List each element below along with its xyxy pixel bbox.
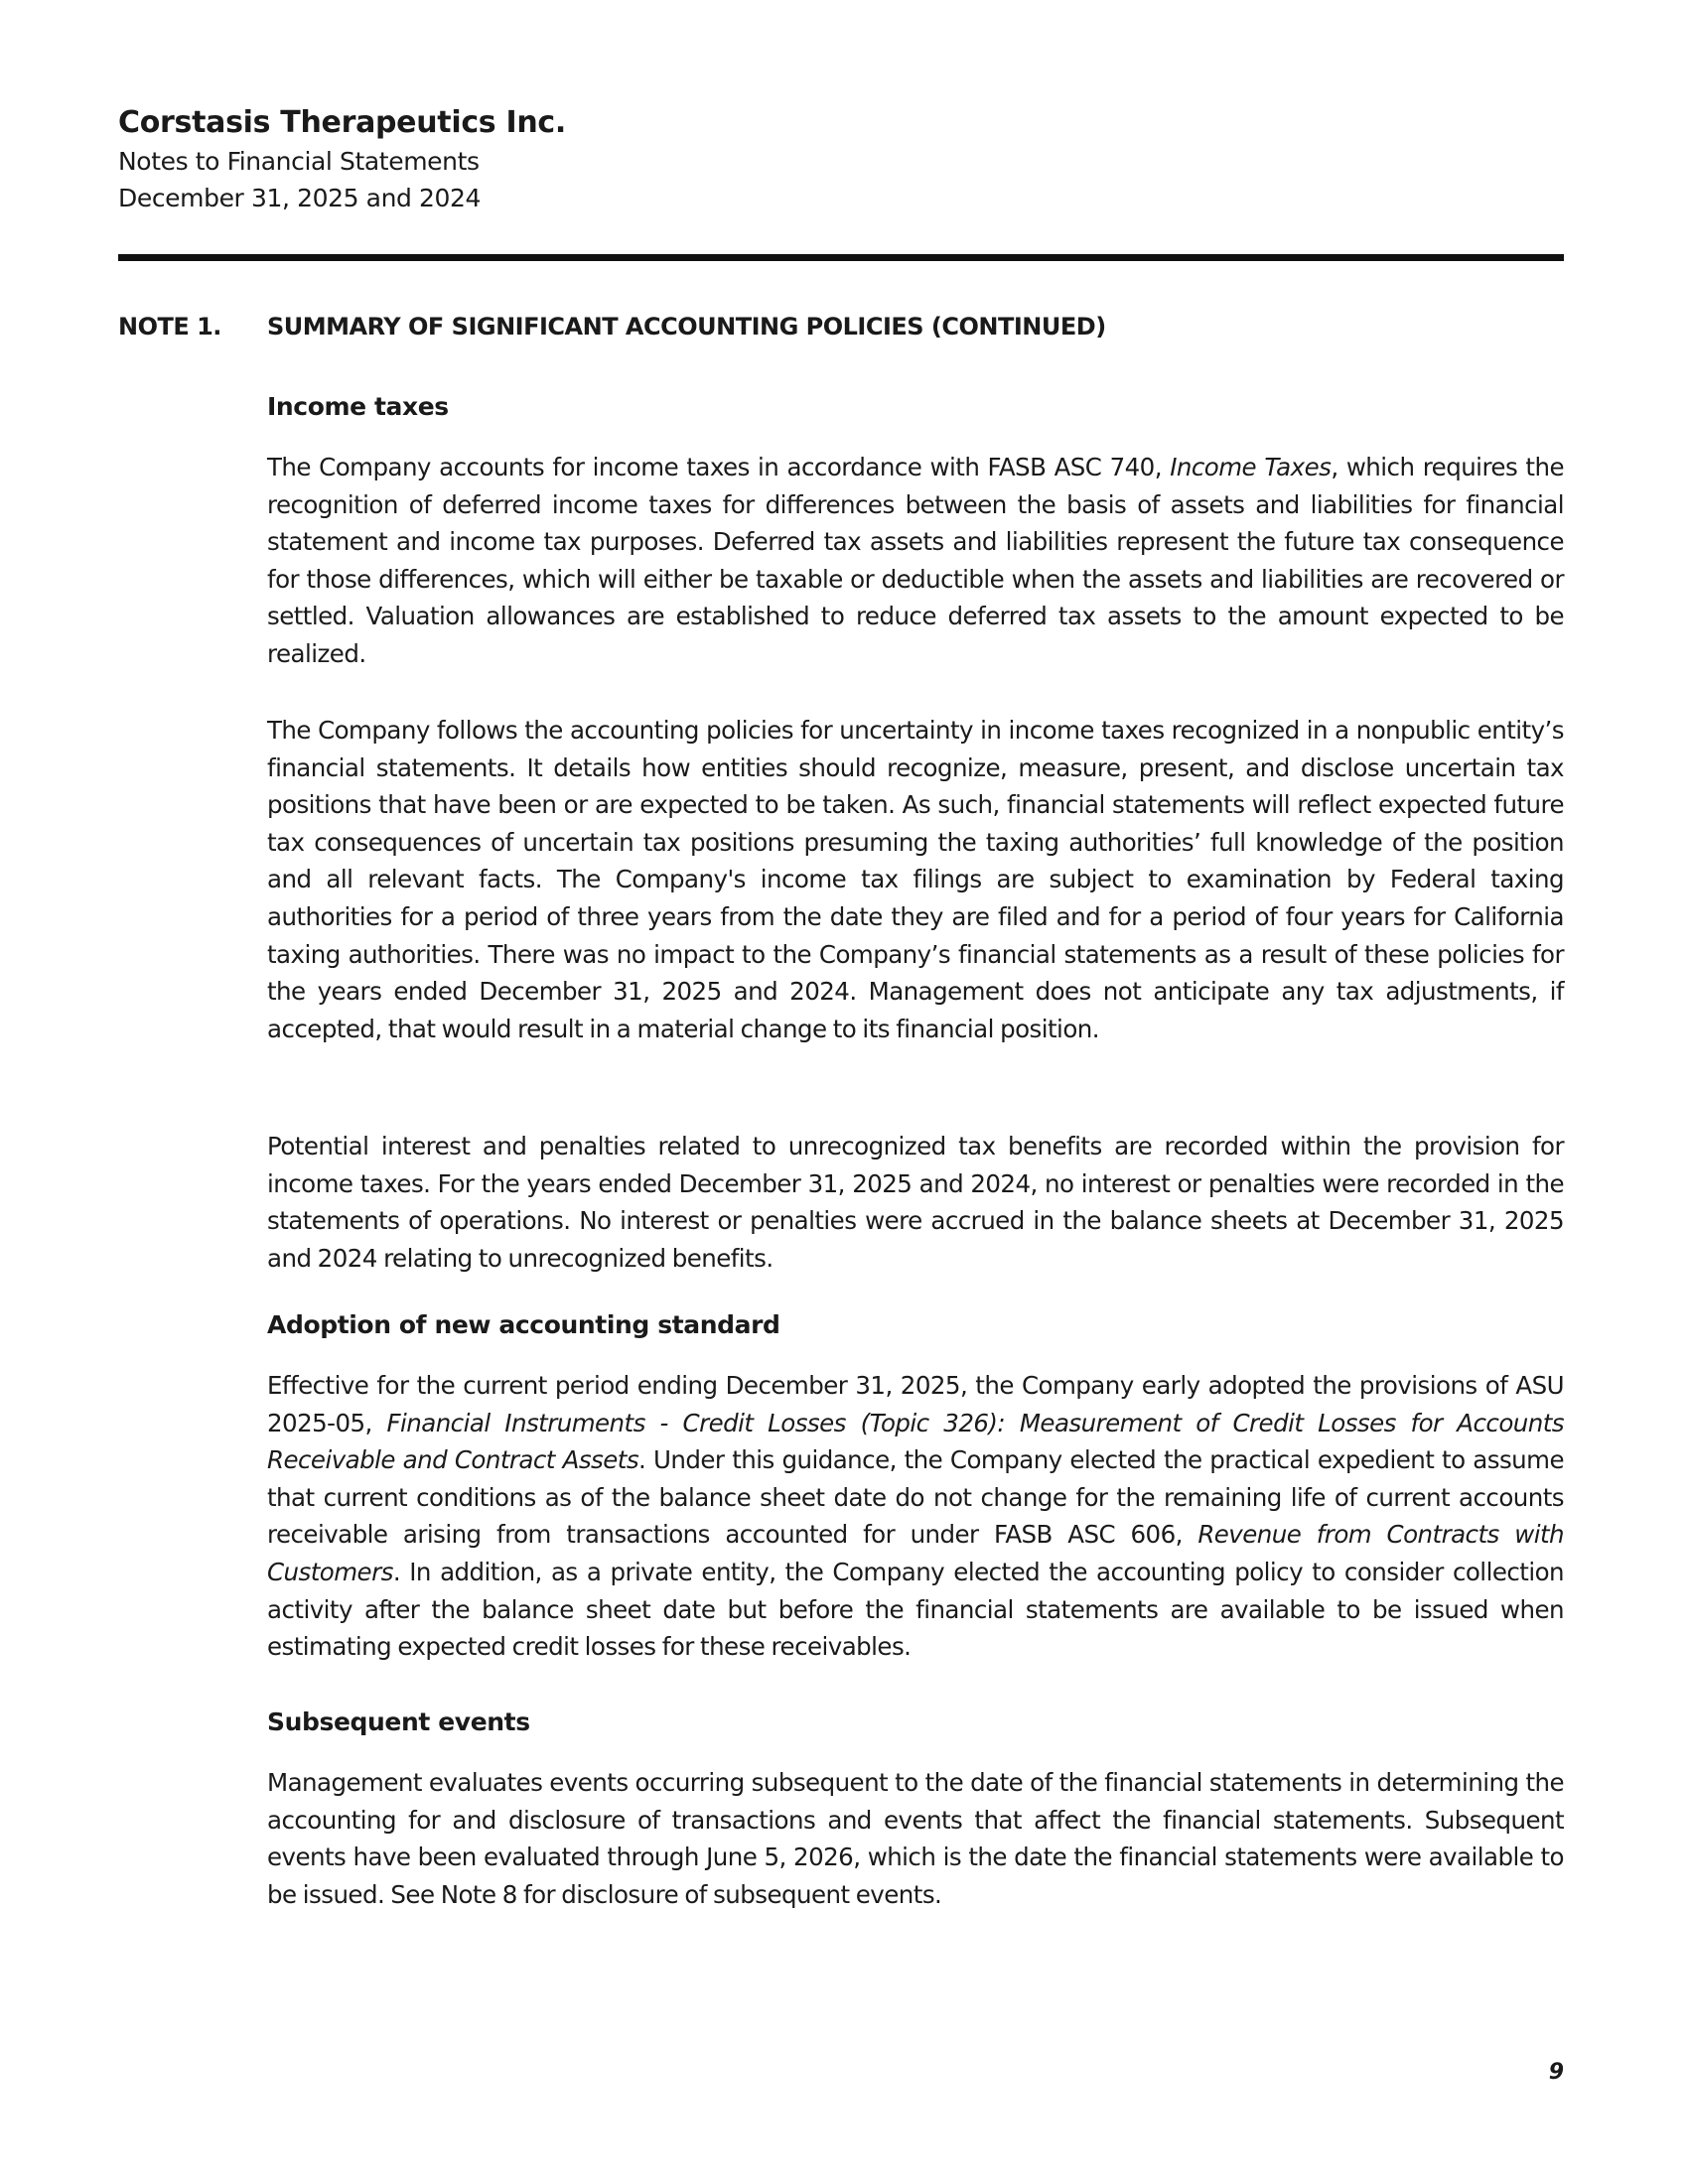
section-heading-adoption: Adoption of new accounting standard — [267, 1310, 780, 1339]
note-title: SUMMARY OF SIGNIFICANT ACCOUNTING POLICIES (CONTINUED) — [267, 313, 1106, 341]
section-heading-income-taxes: Income taxes — [267, 392, 449, 421]
company-name: Corstasis Therapeutics Inc. — [118, 105, 566, 140]
text-run-italic: Financial Instruments - Credit Losses (Topic 326): Measurement of Credit Losses for Accounts Receivable and Contract Assets — [267, 1408, 1564, 1475]
text-run: The Company accounts for income taxes in accordance with FASB ASC 740, — [267, 453, 1171, 481]
text-run: . Under this guidance, the Company elected the practical expedient to assume that current conditions as of the balance sheet date do not change for the remaining life of current accounts receivable arising from transactions accounted for under FASB ASC 606, — [267, 1445, 1564, 1550]
document-header — [118, 103, 566, 216]
text-run-italic: Revenue from Contracts with Customers — [267, 1520, 1564, 1586]
paragraph-income-taxes-2: The Company follows the accounting policies for uncertainty in income taxes recognized in a nonpublic entity’s financial statements. It details how entities should recognize, measure, present, and disclose uncertain tax positions that have been or are expected to be taken. As such, financial statements will reflect expected future tax consequences of uncertain tax positions presuming the taxing authorities’ full knowledge of the position and all relevant facts. The Company's income tax filings are subject to examination by Federal taxing authorities for a period of three years from the date they are filed and for a period of four years for California taxing authorities. There was no impact to the Company’s financial statements as a result of these policies for the years ended December 31, 2025 and 2024. Management does not anticipate any tax adjustments, if accepted, that would result in a material change to its financial position. — [267, 716, 1564, 1043]
text-run: Effective for the current period ending December 31, 2025, the Company early adopted the provisions of ASU 2025-05, — [267, 1371, 1564, 1437]
text-run: . In addition, as a private entity, the Company elected the accounting policy to consider collection activity after the balance sheet date but before the financial statements are available to be issued when estimating expected credit losses for these receivables. — [267, 1557, 1564, 1662]
text-run-italic: Income Taxes — [1170, 453, 1332, 481]
page-number: 9 — [1548, 2060, 1564, 2085]
reporting-period: December 31, 2025 and 2024 — [118, 184, 482, 212]
document-subtitle: Notes to Financial Statements — [118, 147, 480, 176]
header-divider — [118, 254, 1564, 261]
paragraph-income-taxes-3: Potential interest and penalties related to unrecognized tax benefits are recorded within the provision for income taxes. For the years ended December 31, 2025 and 2024, no interest or penalties were recorded in the statements of operations. No interest or penalties were accrued in the balance sheets at December 31, 2025 and 2024 relating to unrecognized benefits. — [267, 1132, 1564, 1273]
paragraph-subsequent-events-1: Management evaluates events occurring subsequent to the date of the financial statements in determining the accounting for and disclosure of transactions and events that affect the financial statements. Subsequent events have been evaluated through June 5, 2026, which is the date the financial statements were available to be issued. See Note 8 for disclosure of subsequent events. — [267, 1768, 1564, 1909]
paragraph-adoption-1 — [267, 1367, 1564, 1666]
paragraph-income-taxes-1 — [267, 449, 1564, 673]
section-heading-subsequent-events: Subsequent events — [267, 1707, 530, 1736]
text-run: , which requires the recognition of deferred income taxes for differences between the basis of assets and liabilities for financial statement and income tax purposes. Deferred tax assets and liabilities represent the future tax consequence for those differences, which will either be taxable or deductible when the assets and liabilities are recovered or settled. Valuation allowances are established to reduce deferred tax assets to the amount expected to be realized. — [267, 453, 1564, 668]
note-number: NOTE 1. — [118, 313, 221, 341]
